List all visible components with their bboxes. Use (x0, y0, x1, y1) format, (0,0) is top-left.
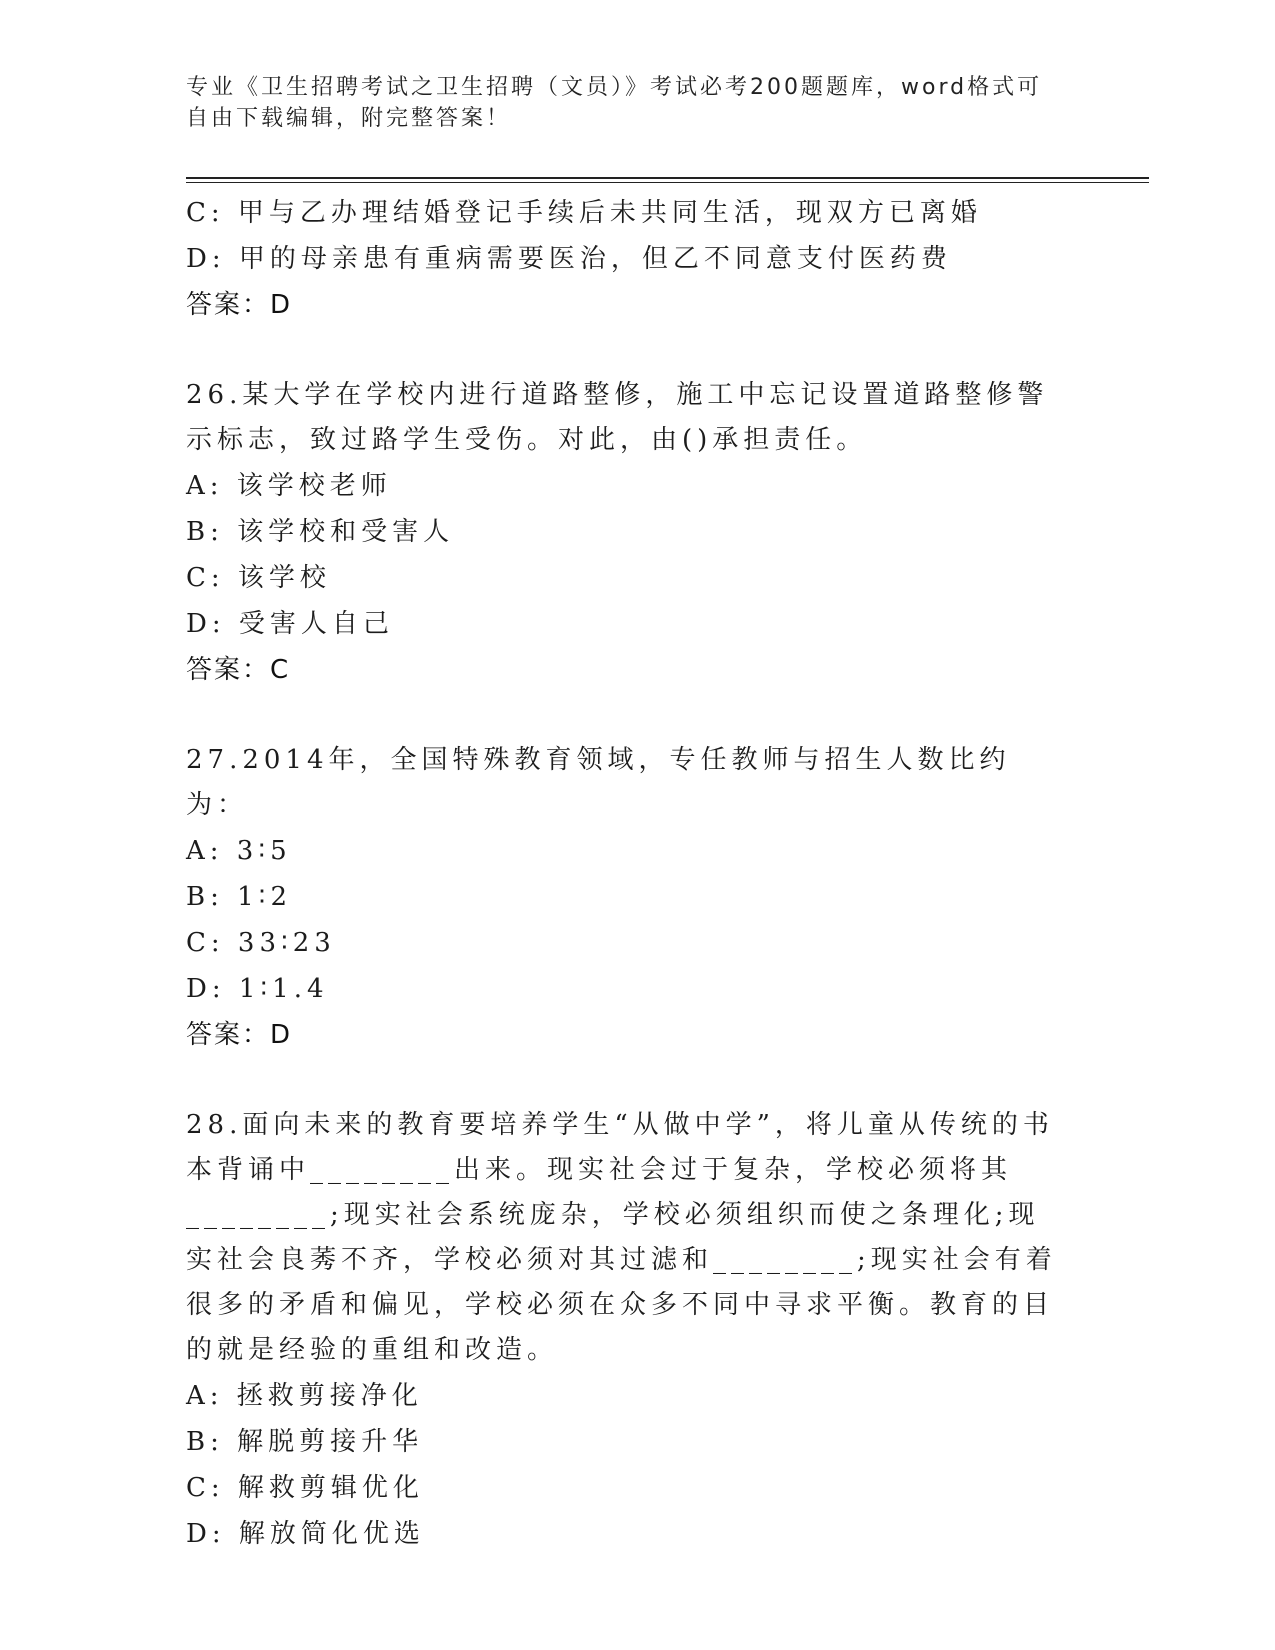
option-d: D: 解放简化优选 (186, 1519, 425, 1549)
answer-label: 答案：D (186, 1020, 293, 1050)
question-stem: 27.2014年，全国特殊教育领域，专任教师与招生人数比约为： (186, 745, 1011, 820)
answer-label: 答案：D (186, 290, 293, 320)
document-header-title: 专业《卫生招聘考试之卫生招聘（文员）》考试必考200题题库，word格式可自由下载编辑，附完整答案！ (186, 75, 1043, 131)
option-c: C: 33∶23 (186, 928, 336, 958)
option-d: D: 受害人自己 (186, 609, 394, 639)
option-c: C: 甲与乙办理结婚登记手续后未共同生活，现双方已离婚 (186, 198, 982, 228)
option-c: C: 解救剪辑优化 (186, 1473, 424, 1503)
option-a: A: 拯救剪接净化 (186, 1381, 423, 1411)
option-b: B: 1∶2 (186, 882, 292, 912)
header-divider-thin (186, 182, 1149, 183)
question-28 (186, 1103, 1086, 1557)
option-a: A: 该学校老师 (186, 471, 392, 501)
option-d: D: 甲的母亲患有重病需要医治，但乙不同意支付医药费 (186, 244, 952, 274)
option-b: B: 该学校和受害人 (186, 517, 455, 547)
question-26 (186, 373, 1086, 693)
question-27 (186, 738, 1086, 1058)
option-c: C: 该学校 (186, 563, 331, 593)
option-a: A: 3∶5 (186, 836, 292, 866)
question-25-tail (186, 190, 1086, 328)
answer-label: 答案：C (186, 655, 291, 685)
option-d: D: 1∶1.4 (186, 974, 329, 1004)
question-list (186, 190, 1086, 1557)
header-divider (186, 177, 1149, 179)
question-stem: 26.某大学在学校内进行道路整修，施工中忘记设置道路整修警示标志，致过路学生受伤。对此，由()承担责任。 (186, 380, 1049, 455)
option-b: B: 解脱剪接升华 (186, 1427, 424, 1457)
question-stem: 28.面向未来的教育要培养学生“从做中学”，将儿童从传统的书本背诵中________出来。现实社会过于复杂，学校必须将其________;现实社会系统庞杂，学校必须组织而使之条理化;现实社会良莠不齐，学校必须对其过滤和________;现实社会有着很多的矛盾和偏见，学校必须在众多不同中寻求平衡。教育的目的就是经验的重组和改造。 (186, 1110, 1057, 1365)
